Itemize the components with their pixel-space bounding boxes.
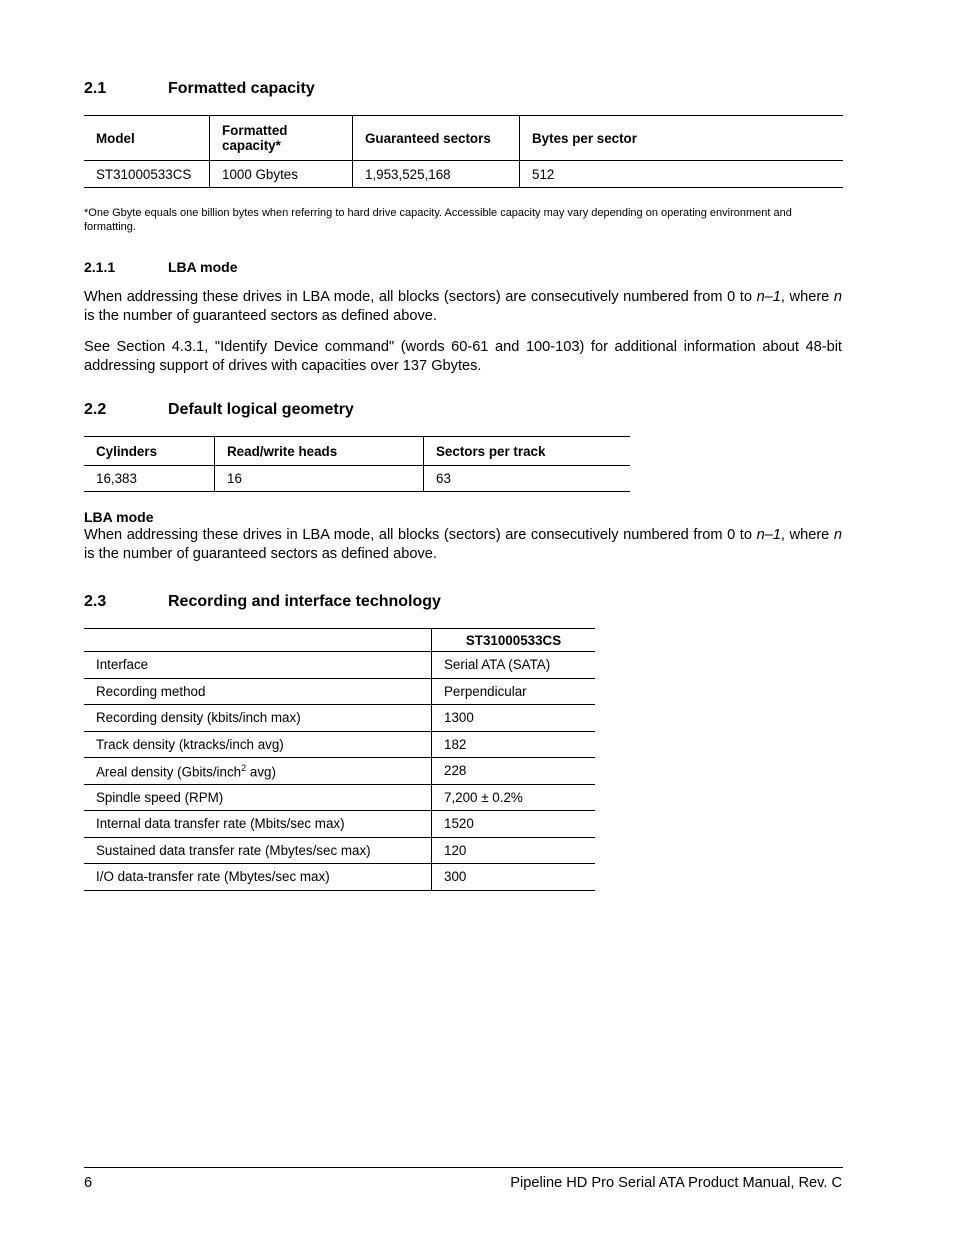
section-title: Formatted capacity — [168, 80, 315, 97]
table-row — [84, 784, 595, 811]
section-number: 2.1.1 — [84, 259, 116, 275]
section-number: 2.3 — [84, 593, 107, 610]
text-run: Areal density (Gbits/inch — [96, 763, 242, 779]
text-run: is the number of guaranteed sectors as defined above. — [84, 308, 437, 324]
table-row — [84, 837, 595, 864]
text-run: , where — [780, 527, 834, 543]
column-header: Read/write heads — [215, 437, 424, 466]
table-row — [84, 466, 630, 492]
table-row — [84, 811, 595, 838]
section-2-1-1-heading — [84, 259, 844, 277]
table-row — [84, 864, 595, 891]
page-number: 6 — [84, 1175, 93, 1191]
section-title: Default logical geometry — [168, 401, 354, 418]
table-cell-label: Internal data transfer rate (Mbits/sec max) — [96, 816, 345, 832]
table-cell-label: Recording density (kbits/inch max) — [96, 710, 301, 726]
text-run: avg) — [246, 763, 276, 779]
lba-mode-subheading: LBA mode — [84, 509, 154, 525]
italic-term: n — [833, 527, 842, 543]
section-title: LBA mode — [168, 259, 238, 275]
addressing-paragraph: See Section 4.3.1, "Identify Device command" (words 60-61 and 100-103) for additional information about 48-bit addressing support of drives with capacities over 137 Gbytes. — [84, 339, 842, 374]
column-header-empty — [84, 629, 432, 652]
table-cell-value: 1520 — [432, 811, 596, 838]
italic-term: n–1 — [756, 289, 781, 305]
column-header: Guaranteed sectors — [353, 116, 520, 161]
table-cell-value: 300 — [432, 864, 596, 891]
italic-term: n–1 — [756, 527, 781, 543]
recording-technology-table — [84, 628, 595, 891]
table-row — [84, 731, 595, 758]
superscript: 2 — [241, 762, 247, 773]
text-run: When addressing these drives in LBA mode, all blocks (sectors) are consecutively numbered from 0 to — [84, 289, 757, 305]
table-cell-label: I/O data-transfer rate (Mbytes/sec max) — [96, 869, 330, 885]
table-row — [84, 161, 843, 188]
table-cell-label — [84, 758, 432, 785]
table-cell-label: Interface — [96, 657, 149, 673]
table-row — [84, 705, 595, 732]
table-cell-value: 228 — [432, 758, 596, 785]
formatted-capacity-table — [84, 115, 843, 188]
table-header-row — [84, 629, 595, 652]
column-header: Model — [84, 116, 210, 161]
table-cell-label: Recording method — [96, 683, 206, 699]
section-2-3-heading — [84, 593, 844, 613]
table-cell: 16,383 — [96, 471, 137, 486]
table-cell-label: Track density (ktracks/inch avg) — [96, 736, 284, 752]
table-cell: 16 — [215, 466, 424, 492]
italic-term: n — [833, 289, 842, 305]
table-cell-value: Serial ATA (SATA) — [432, 652, 596, 679]
section-2-1-heading — [84, 80, 844, 100]
table-header-row — [84, 116, 843, 161]
table-cell-value: 7,200 ± 0.2% — [432, 784, 596, 811]
section-number: 2.2 — [84, 401, 107, 418]
column-header: Bytes per sector — [520, 116, 844, 161]
text-run: , where — [780, 289, 834, 305]
section-number: 2.1 — [84, 80, 107, 97]
table-cell-value: Perpendicular — [432, 678, 596, 705]
table-row — [84, 758, 595, 785]
column-header: ST31000533CS — [432, 629, 596, 652]
table-cell-label: Spindle speed (RPM) — [96, 789, 224, 805]
table-cell: 512 — [520, 161, 844, 188]
table-cell-value: 182 — [432, 731, 596, 758]
table-cell-value: 1300 — [432, 705, 596, 732]
text-run: is the number of guaranteed sectors as defined above. — [84, 546, 437, 562]
table-row — [84, 652, 595, 679]
table-cell: ST31000533CS — [96, 166, 192, 182]
column-header: Sectors per track — [424, 437, 631, 466]
footer-divider — [84, 1167, 843, 1168]
table-header-row — [84, 437, 630, 466]
table-cell-value: 120 — [432, 837, 596, 864]
manual-title: Pipeline HD Pro Serial ATA Product Manual, Rev. C — [510, 1175, 842, 1191]
section-title: Recording and interface technology — [168, 593, 441, 610]
table-cell: 1000 Gbytes — [210, 161, 353, 188]
column-header: Formatted capacity* — [210, 116, 353, 161]
lba-mode-paragraph-2 — [84, 526, 842, 564]
logical-geometry-table — [84, 436, 630, 492]
table-cell-label: Sustained data transfer rate (Mbytes/sec max) — [96, 842, 371, 858]
table-cell: 63 — [424, 466, 631, 492]
lba-mode-paragraph — [84, 288, 842, 326]
capacity-footnote: *One Gbyte equals one billion bytes when referring to hard drive capacity. Accessible capacity may vary depending on operating environment and formatting. — [84, 207, 792, 233]
table-row — [84, 678, 595, 705]
text-run: When addressing these drives in LBA mode, all blocks (sectors) are consecutively numbered from 0 to — [84, 527, 757, 543]
section-2-2-heading — [84, 401, 844, 421]
column-header: Cylinders — [84, 437, 215, 466]
table-cell: 1,953,525,168 — [353, 161, 520, 188]
